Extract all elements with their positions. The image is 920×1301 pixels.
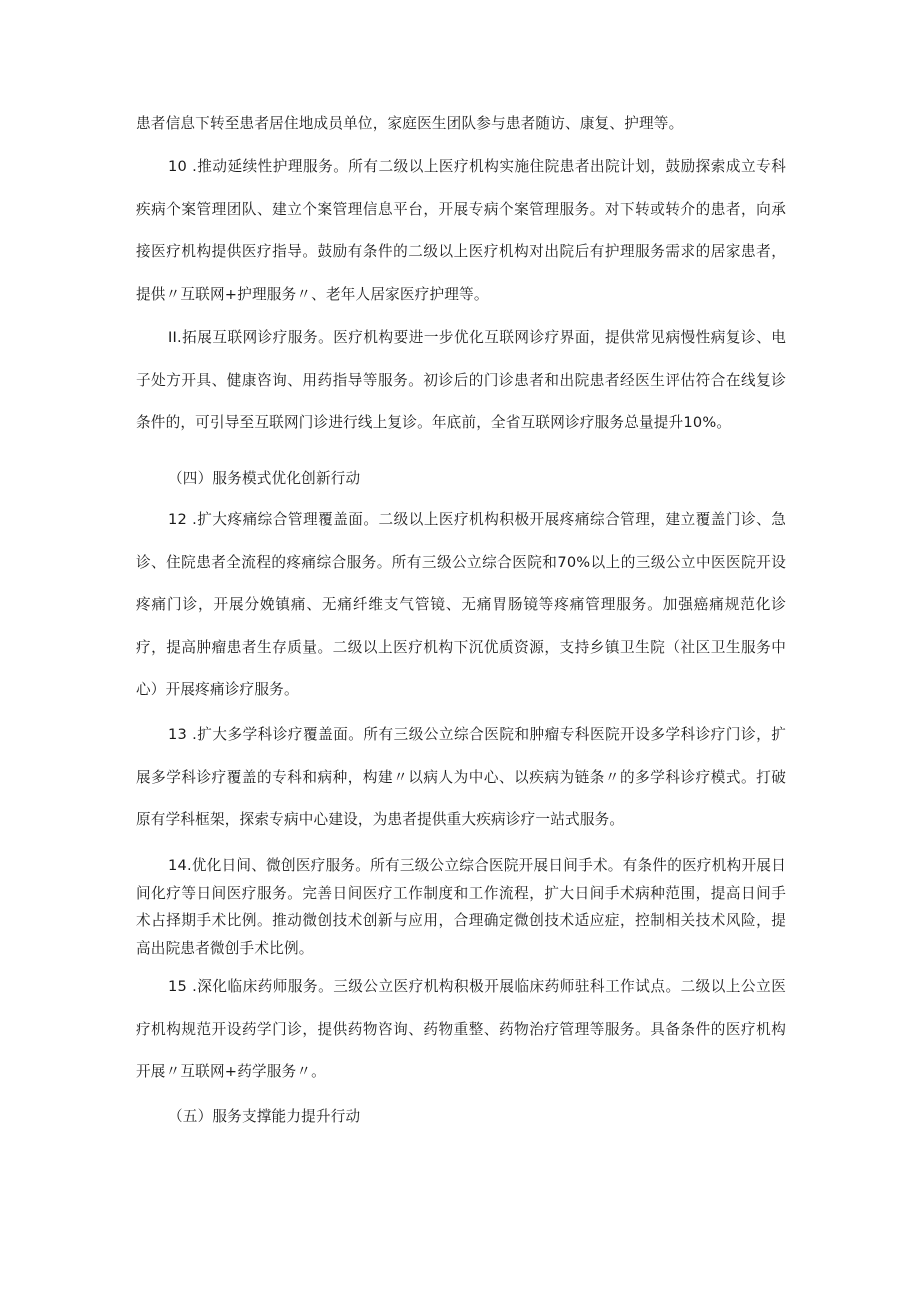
paragraph-continued: 患者信息下转至患者居住地成员单位，家庭医生团队参与患者随访、康复、护理等。 xyxy=(136,115,684,132)
paragraph-item-12: 12 .扩大疼痛综合管理覆盖面。二级以上医疗机构积极开展疼痛综合管理，建立覆盖门诊、急诊、住院患者全流程的疼痛综合服务。所有三级公立综合医院和70%以上的三级公立中医医院开设疼痛门诊，开展分娩镇痛、无痛纤维支气管镜、无痛胃肠镜等疼痛管理服务。加强癌痛规范化诊疗，提高肿瘤患者生存质量。二级以上医疗机构下沉优质资源，支持乡镇卫生院（社区卫生服务中心）开展疼痛诊疗服务。 xyxy=(136,511,786,698)
section-heading-4: （四）服务模式优化创新行动 xyxy=(168,470,361,487)
paragraph-item-13: 13 .扩大多学科诊疗覆盖面。所有三级公立综合医院和肿瘤专科医院开设多学科诊疗门诊，扩展多学科诊疗覆盖的专科和病种，构建〃以病人为中心、以疾病为链条〃的多学科诊疗模式。打破原有学科框架，探索专病中心建设，为患者提供重大疾病诊疗一站式服务。 xyxy=(136,726,786,828)
paragraph-item-15: 15 .深化临床药师服务。三级公立医疗机构积极开展临床药师驻科工作试点。二级以上公立医疗机构规范开设药学门诊，提供药物咨询、药物重整、药物治疗管理等服务。具备条件的医疗机构开展〃互联网+药学服务〃。 xyxy=(136,978,786,1080)
paragraph-item-10: 10 .推动延续性护理服务。所有二级以上医疗机构实施住院患者出院计划，鼓励探索成立专科疾病个案管理团队、建立个案管理信息平台，开展专病个案管理服务。对下转或转介的患者，向承接医疗机构提供医疗指导。鼓励有条件的二级以上医疗机构对出院后有护理服务需求的居家患者，提供〃互联网+护理服务〃、老年人居家医疗护理等。 xyxy=(136,158,786,303)
section-heading-5: （五）服务支撑能力提升行动 xyxy=(168,1108,361,1125)
paragraph-item-11: II.拓展互联网诊疗服务。医疗机构要进一步优化互联网诊疗界面，提供常见病慢性病复诊、电子处方开具、健康咨询、用药指导等服务。初诊后的门诊患者和出院患者经医生评估符合在线复诊条件的，可引导至互联网门诊进行线上复诊。年底前，全省互联网诊疗服务总量提升10%。 xyxy=(136,329,786,431)
paragraph-item-14: 14.优化日间、微创医疗服务。所有三级公立综合医院开展日间手术。有条件的医疗机构开展日间化疗等日间医疗服务。完善日间医疗工作制度和工作流程，扩大日间手术病种范围，提高日间手术占择期手术比例。推动微创技术创新与应用，合理确定微创技术适应症，控制相关技术风险，提高出院患者微创手术比例。 xyxy=(136,857,786,957)
